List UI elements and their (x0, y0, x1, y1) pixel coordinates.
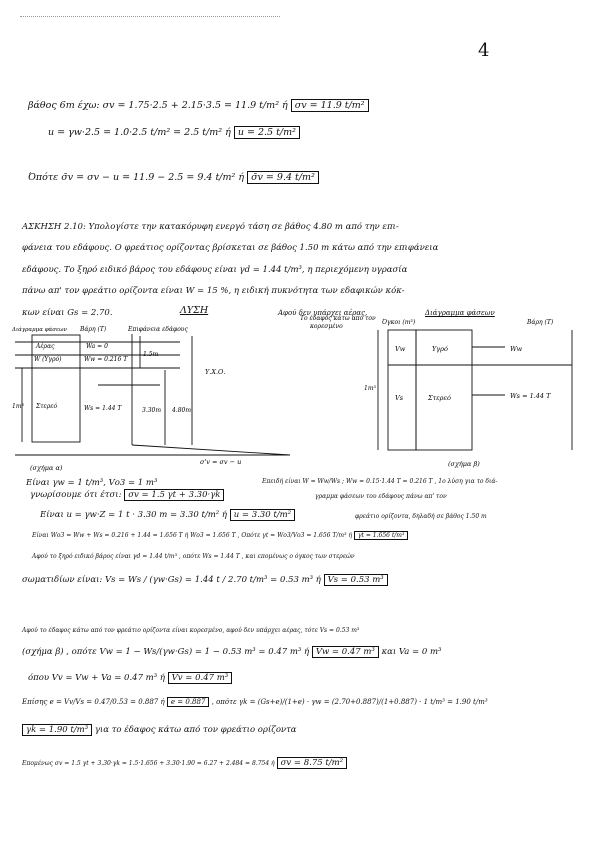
label-d3: 4.80m (172, 407, 192, 414)
calc-text: Επίσης e = Vv/Vs = 0.47/0.53 = 0.887 ή (22, 698, 165, 706)
calc-text: u = γw·2.5 = 1.0·2.5 t/m² = 2.5 t/m² ή (48, 127, 231, 138)
calc-note: φρεάτιο ορίζοντα, δηλαδή σε βάθος 1.50 m (355, 513, 487, 520)
calc-note: Επειδή είναι W = Ww/Ws ; Ww = 0.15·1.44 T = 0.216 T , 1ο λύση για το διά- (262, 478, 498, 485)
exercise-line: ΑΣΚΗΣΗ 2.10: Υπολογίστε την κατακόρυφη ενεργό τάση σε βάθος 4.80 m από την επι- (22, 222, 399, 232)
calc-note: γραμμα φάσεων του εδάφους πάνω απ' τον (315, 493, 447, 500)
calc-text: για το έδαφος κάτω από τον φρεάτιο ορίζοντα (94, 725, 297, 735)
hdr-phase-a: Διάγραμμα φάσεων (12, 327, 67, 333)
hdr-b-2: κορεσμένο (310, 323, 343, 330)
calc-line: Είναι γw = 1 t/m³, Vο3 = 1 m³ (26, 478, 158, 488)
label-water-b: Υγρό (432, 345, 448, 353)
label-ww-b: Ww (510, 345, 523, 353)
hdr-weight-b: Βάρη (T) (527, 319, 554, 326)
label-volume: 1m³ (12, 403, 24, 410)
caption-a: (σχήμα α) (30, 464, 63, 472)
calc-line (22, 647, 441, 657)
result-box: e = 0.887 (167, 697, 210, 707)
calc-line (30, 490, 224, 500)
result-box: σ̄v = 9.4 t/m² (247, 171, 319, 184)
label-ws: Ws = 1.44 T (84, 405, 122, 412)
solution-heading: ΛΥΣΗ (180, 305, 209, 316)
result-box: σv = 11.9 t/m² (291, 99, 369, 112)
hdr-weight-a: Βάρη (T) (80, 326, 107, 333)
hdr-surface-a: Επιφάνεια εδάφους (128, 326, 188, 333)
phase-diagram-title: Διάγραμμα φάσεων (425, 309, 495, 317)
result-box: Vs = 0.53 m³ (324, 574, 388, 586)
label-air: Αέρας (36, 343, 55, 350)
calc-line (40, 510, 295, 520)
result-box: σv = 1.5 γt + 3.30·γk (124, 489, 224, 501)
label-ww: Ww = 0.216 T (84, 356, 128, 363)
calc-text: σωματιδίων είναι: Vs = Ws / (γw·Gs) = 1.44 t / 2.70 t/m³ = 0.53 m³ ή (22, 575, 321, 585)
calc-line (32, 532, 408, 539)
calc-text: (σχήμα β) , οπότε Vw = 1 − Ws/(γw·Gs) = 1 − 0.53 m³ = 0.47 m³ ή (22, 647, 310, 657)
result-box: u = 3.30 t/m² (230, 509, 295, 521)
calc-text: , οπότε γk = (Gs+e)/(1+e) · γw = (2.70+0.887)/(1+0.887) · 1 t/m³ = 1.90 t/m³ (211, 698, 488, 706)
result-box: u = 2.5 t/m² (234, 126, 300, 139)
result-box: γk = 1.90 t/m³ (22, 724, 92, 736)
calc-line: Αφού το ξηρό ειδικό βάρος είναι γd = 1.44 t/m³ , οπότε Ws = 1.44 T , και επομένως ο όγκος των στερεών (32, 553, 355, 560)
exercise-line: πάνω απ' τον φρεάτιο ορίζοντα είναι W = 15 %, η ειδική πυκνότητα των εδαφικών κόκ- (22, 286, 405, 296)
calc-text: Είναι u = γw·Z = 1 t · 3.30 m = 3.30 t/m² ή (40, 510, 227, 520)
calc-line (22, 758, 347, 768)
calc-text: γνωρίσουμε ότι έτσι: (30, 490, 122, 500)
hdr-vol-b: Όγκοι (m³) (382, 319, 416, 326)
calc-line (22, 725, 297, 735)
result-box: Vv = 0.47 m³ (168, 672, 233, 684)
label-vw: Vw (395, 345, 406, 353)
label-solid: Στερεό (36, 403, 58, 410)
label-vs: Vs (395, 394, 404, 402)
calc-line (22, 575, 388, 585)
result-box: Vw = 0.47 m³ (312, 646, 379, 658)
label-solid-b: Στερεό (428, 394, 451, 402)
caption-b: (σχήμα β) (448, 460, 480, 468)
calc-text: Είναι Wο3 = Ww + Ws = 0.216 + 1.44 = 1.656 T ή Wο3 = 1.656 T , Οπότε γt = Wο3/Vο3 = 1.656 T/m³ ή (32, 532, 353, 539)
label-volume-b: 1m³ (364, 385, 376, 392)
diagram-b (378, 330, 572, 450)
calc-text: βάθος 6m έχω: σv = 1.75·2.5 + 2.15·3.5 = 11.9 t/m² ή (28, 100, 288, 111)
calc-line (28, 673, 232, 683)
calc-line (22, 698, 488, 706)
label-d2: 3.30m (142, 407, 162, 414)
label-wa: Wa = 0 (86, 343, 108, 350)
calc-text: Επομένως σv = 1.5 γt + 3.30·γk = 1.5·1.656 + 3.30·1.90 = 6.27 + 2.484 = 8.754 ή (22, 760, 275, 767)
page-number: 4 (478, 40, 490, 61)
result-box: γt = 1.656 t/m³ (354, 531, 408, 540)
exercise-line: φάνεια του εδάφους. Ο φρεάτιος ορίζοντας βρίσκεται σε βάθος 1.50 m κάτω από την επιφάνεια (22, 243, 439, 253)
phase-column-upper (32, 335, 80, 368)
calc-line: Αφού το έδαφος κάτω από τον φρεάτιο ορίζοντα είναι κορεσμένο, αφού δεν υπάρχει αέρας, τότε Vs = 0.53 m³ (22, 627, 360, 634)
result-box: σv = 8.75 t/m² (277, 757, 348, 769)
label-ws-b: Ws = 1.44 T (510, 392, 551, 400)
label-gwt: Υ.Χ.Ο. (205, 368, 226, 376)
exercise-line: κων είναι Gs = 2.70. (22, 308, 113, 318)
calc-text: Όπότε σ̄v = σv − u = 11.9 − 2.5 = 9.4 t/m² ή (28, 172, 245, 183)
label-sv: σ'v = σv − u (200, 458, 242, 466)
exercise-line: εδάφους. Το ξηρό ειδικό βάρος του εδάφους είναι γd = 1.44 t/m³, η περιεχόμενη υγρασία (22, 265, 408, 275)
label-water: W (Υγρό) (34, 356, 62, 363)
solution-note: Αφού δεν υπάρχει αέρας, (278, 309, 368, 317)
calc-text: όπου Vv = Vw + Va = 0.47 m³ ή (28, 673, 165, 683)
label-d1: 1.5m (143, 351, 159, 358)
hdr-b-1: Το έδαφος κάτω από τον (300, 315, 376, 322)
calc-text: και Va = 0 m³ (381, 647, 442, 657)
stress-line (132, 445, 290, 455)
